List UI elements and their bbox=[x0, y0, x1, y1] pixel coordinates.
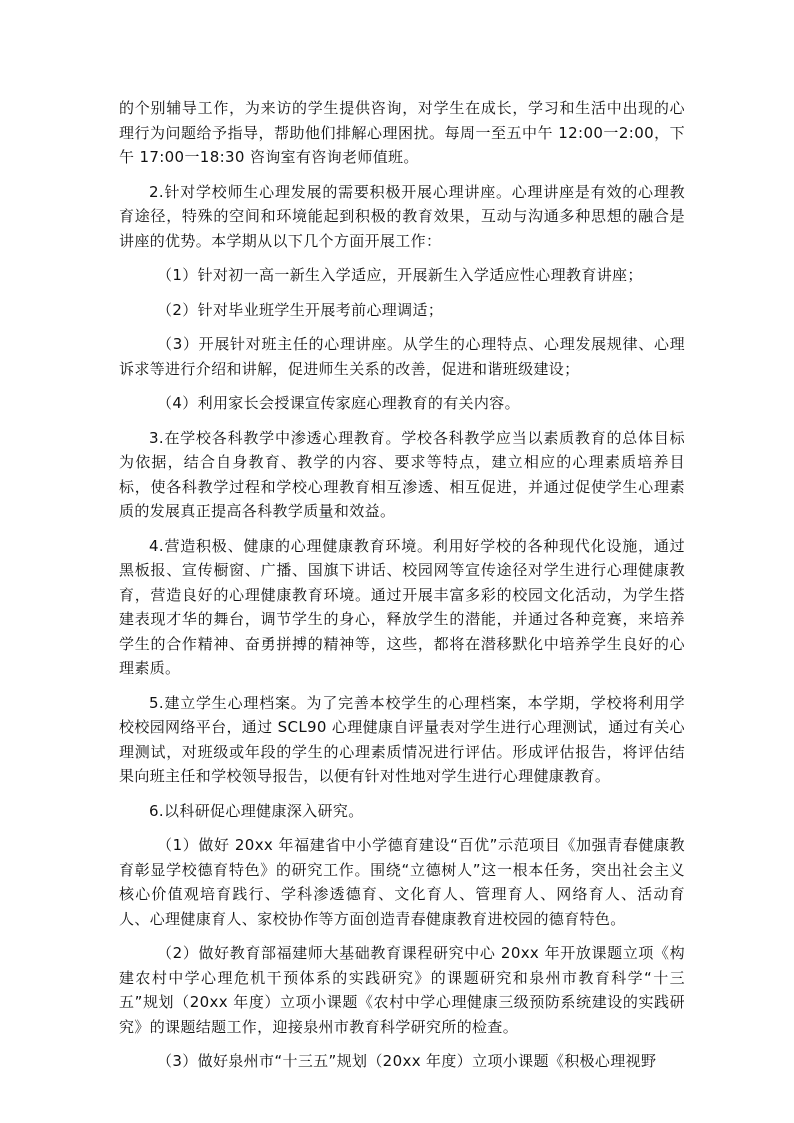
sub-item-1-freshman-lecture: （1）针对初一高一新生入学适应，开展新生入学适应性心理教育讲座； bbox=[157, 266, 643, 284]
sub-item-2-graduate-adjustment: （2）针对毕业班学生开展考前心理调适； bbox=[157, 300, 444, 319]
paragraph-item-6-research: 6.以科研促心理健康深入研究。 bbox=[149, 801, 364, 820]
paragraph-item-5-archives: 5.建立学生心理档案。为了完善本校学生的心理档案，本学期，学校将利用学校校园网络平台，通过 SCL90 心理健康自评量表对学生进行心理测试，通过有关心理测试，对班级或年段的学生的心理素质情况进行评估。形成评估报告，将评估结果向班主任和学校领导报告，以便有针对性地对学生进行心理健康教育。 bbox=[119, 693, 685, 785]
sub-item-4-parent-meeting: （4）利用家长会授课宣传家庭心理教育的有关内容。 bbox=[157, 394, 520, 412]
paragraph-item-4-environment: 4.营造积极、健康的心理健康教育环境。利用好学校的各种现代化设施，通过黑板报、宣传橱窗、广播、国旗下讲话、校园网等宣传途径对学生进行心理健康教育，营造良好的心理健康教育环境。通过开展丰富多彩的校园文化活动，为学生搭建表现才华的舞台，调节学生的身心，释放学生的潜能，并通过各种竞赛，来培养学生的合作精神、奋勇拼搏的精神等，这些，都将在潜移默化中培养学生良好的心理素质。 bbox=[119, 536, 685, 677]
document-page bbox=[119, 96, 685, 1084]
sub-item-3-positive-psychology: （3）做好泉州市“十三五”规划（20xx 年度）立项小课题《积极心理视野 bbox=[157, 1052, 657, 1070]
sub-item-3-teacher-lecture: （3）开展针对班主任的心理讲座。从学生的心理特点、心理发展规律、心理诉求等进行介绍和讲解，促进师生关系的改善，促进和谐班级建设； bbox=[119, 335, 685, 378]
sub-item-2-crisis-research: （2）做好教育部福建师大基础教育课程研究中心 20xx 年开放课题立项《构建农村中学心理危机干预体系的实践研究》的课题研究和泉州市教育科学“十三五”规划（20xx 年度）立项小课题《农村中学心理健康三级预防系统建设的实践研究》的课题结题工作，迎接泉州市教育科学研究所的检查。 bbox=[119, 944, 685, 1036]
paragraph-item-2-lectures: 2.针对学校师生心理发展的需要积极开展心理讲座。心理讲座是有效的心理教育途径，特殊的空间和环境能起到积极的教育效果，互动与沟通多种思想的融合是讲座的优势。本学期从以下几个方面开展工作： bbox=[119, 182, 685, 250]
sub-item-1-moral-project: （1）做好 20xx 年福建省中小学德育建设“百优”示范项目《加强青春健康教育彰显学校德育特色》的研究工作。围绕“立德树人”这一根本任务，突出社会主义核心价值观培育践行、学科渗透德育、文化育人、管理育人、网络育人、活动育人、心理健康育人、家校协作等方面创造青春健康教育进校园的德育特色。 bbox=[119, 836, 685, 928]
paragraph-item-3-subject-teaching: 3.在学校各科教学中渗透心理教育。学校各科教学应当以素质教育的总体目标为依据，结合自身教育、教学的内容、要求等特点，建立相应的心理素质培养目标，使各科教学过程和学校心理教育相互渗透、相互促进，并通过促使学生心理素质的发展真正提高各科教学质量和效益。 bbox=[119, 428, 685, 520]
paragraph-counseling-continued: 的个别辅导工作，为来访的学生提供咨询，对学生在成长，学习和生活中出现的心理行为问题给予指导，帮助他们排解心理困扰。每周一至五中午 12:00一2:00，下午 17:00一18:30 咨询室有咨询老师值班。 bbox=[119, 99, 685, 166]
